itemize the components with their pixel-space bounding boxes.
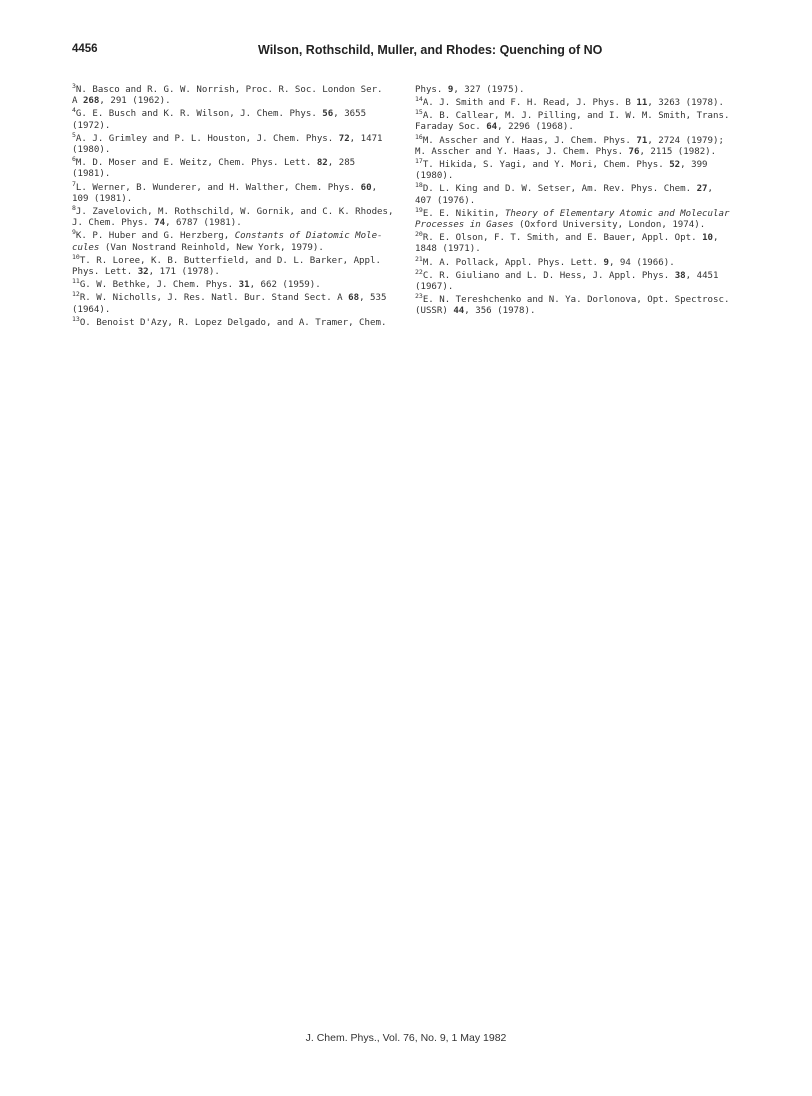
reference-entry	[72, 130, 407, 157]
reference-text: J. Zavelovich, M. Rothschild, W. Gornik, and C. K. Rhodes,	[75, 206, 394, 217]
reference-line	[72, 145, 407, 156]
reference-text: , 4451	[685, 270, 719, 281]
reference-line	[72, 314, 407, 329]
volume-number: 71	[636, 135, 648, 146]
volume-number: 72	[338, 133, 350, 144]
reference-line	[415, 267, 755, 282]
volume-number: 64	[486, 122, 498, 133]
reference-text: 109 (1981).	[72, 193, 133, 204]
reference-line	[72, 203, 407, 218]
reference-line	[72, 106, 407, 120]
reference-entry	[72, 277, 407, 291]
reference-line	[415, 281, 755, 293]
reference-text: (1980).	[72, 145, 111, 156]
reference-text: T. R. Loree, K. B. Butterfield, and D. L. Barker, Appl.	[79, 255, 381, 266]
reference-entry	[415, 205, 755, 232]
reference-text: G. E. Busch and K. R. Wilson, J. Chem. Phys.	[75, 109, 323, 120]
reference-text: (Van Nostrand Reinhold, New York, 1979).	[99, 242, 324, 253]
volume-number: 11	[636, 98, 648, 109]
reference-text: 1848 (1971).	[415, 244, 481, 255]
volume-number: 9	[447, 85, 454, 95]
reference-line	[415, 132, 755, 147]
reference-entry	[72, 106, 407, 132]
reference-line	[415, 205, 755, 220]
book-title: Constants of Diatomic Mole-	[234, 231, 383, 242]
reference-number: 8	[72, 203, 76, 212]
reference-line	[72, 228, 407, 242]
book-title: Processes in Gases	[415, 220, 514, 231]
reference-entry	[415, 132, 755, 159]
reference-entry	[415, 95, 755, 109]
reference-line	[72, 218, 407, 229]
reference-entry	[72, 252, 407, 279]
reference-text: N. Basco and R. G. W. Norrish, Proc. R. Soc. London Ser.	[75, 85, 383, 95]
reference-number: 18	[415, 181, 423, 190]
reference-number: 19	[415, 205, 423, 214]
reference-list-right-column	[415, 85, 755, 319]
reference-number: 16	[415, 132, 423, 141]
reference-text: , 535	[359, 293, 387, 304]
reference-line	[415, 195, 755, 207]
volume-number: 38	[674, 270, 686, 281]
reference-number: 9	[72, 228, 76, 237]
reference-text: , 327 (1975).	[453, 85, 525, 95]
reference-line	[72, 169, 407, 180]
reference-text: , 399	[680, 159, 708, 170]
reference-text: M. A. Pollack, Appl. Phys. Lett.	[422, 257, 604, 268]
reference-text: K. P. Huber and G. Herzberg,	[75, 231, 235, 242]
reference-text: A. J. Grimley and P. L. Houston, J. Chem. Phys.	[75, 133, 339, 144]
reference-text: , 662 (1959).	[249, 280, 321, 291]
reference-text: T. Hikida, S. Yagi, and Y. Mori, Chem. Phys.	[422, 159, 670, 170]
reference-text: (Oxford University, London, 1974).	[513, 220, 706, 231]
volume-number: 82	[316, 158, 328, 169]
volume-number: 52	[669, 159, 681, 170]
reference-entry	[72, 228, 407, 254]
reference-line	[72, 242, 407, 254]
reference-text: (1980).	[415, 171, 454, 182]
reference-line	[415, 146, 755, 158]
reference-entry	[72, 155, 407, 181]
reference-text: R. W. Nicholls, J. Res. Natl. Bur. Stand Sect. A	[79, 293, 349, 304]
reference-text: , 94 (1966).	[608, 257, 675, 268]
reference-line	[415, 85, 755, 96]
reference-line	[415, 171, 755, 182]
volume-number: 32	[137, 267, 149, 278]
reference-number: 12	[72, 290, 80, 299]
reference-entry	[415, 292, 755, 318]
reference-line	[72, 179, 407, 194]
reference-text: , 171 (1978).	[148, 267, 220, 278]
book-title: Theory of Elementary Atomic and Molecular	[504, 208, 730, 219]
reference-line	[72, 252, 407, 267]
reference-number: 6	[72, 155, 76, 164]
reference-text: A	[72, 96, 83, 107]
reference-number: 3	[72, 82, 76, 90]
reference-line	[415, 156, 755, 171]
reference-number: 5	[72, 130, 76, 139]
reference-text: , 2724 (1979);	[647, 135, 724, 146]
reference-number: 21	[415, 254, 423, 263]
reference-entry	[72, 314, 407, 329]
reference-text: , 3655	[333, 109, 367, 120]
reference-entry	[72, 179, 407, 206]
reference-text: J. Chem. Phys.	[72, 218, 155, 229]
reference-entry	[72, 82, 407, 108]
reference-number: 23	[415, 292, 423, 301]
reference-text: (1972).	[72, 120, 111, 131]
reference-line	[72, 290, 407, 304]
reference-text: D. L. King and D. W. Setser, Am. Rev. Phys. Chem.	[422, 184, 697, 195]
reference-text: ,	[371, 182, 378, 193]
reference-entry	[415, 85, 755, 96]
reference-text: , 356 (1978).	[464, 306, 536, 317]
reference-list-left-column	[72, 82, 407, 331]
reference-number: 10	[72, 252, 80, 261]
reference-line	[415, 254, 755, 269]
reference-line	[415, 122, 755, 133]
running-head: Wilson, Rothschild, Muller, and Rhodes: Quenching of NO	[258, 43, 603, 57]
reference-number: 7	[72, 179, 76, 188]
volume-number: 76	[628, 146, 640, 157]
reference-number: 13	[72, 314, 80, 323]
page-number: 4456	[72, 43, 98, 55]
volume-number: 56	[322, 109, 334, 120]
reference-line	[415, 181, 755, 195]
volume-number: 9	[603, 257, 609, 268]
reference-text: (1967).	[415, 281, 454, 292]
reference-text: M. D. Moser and E. Weitz, Chem. Phys. Lett.	[75, 158, 317, 169]
volume-number: 27	[696, 184, 708, 195]
reference-entry	[415, 230, 755, 256]
reference-text: ,	[713, 233, 719, 244]
reference-line	[415, 244, 755, 255]
reference-line	[72, 120, 407, 132]
reference-text: Faraday Soc.	[415, 122, 487, 133]
reference-entry	[72, 203, 407, 230]
reference-text: E. N. Tereshchenko and N. Ya. Dorlonova, Opt. Spectrosc.	[422, 295, 730, 306]
reference-text: (1964).	[72, 304, 111, 315]
volume-number: 60	[360, 182, 372, 193]
reference-number: 17	[415, 156, 423, 165]
reference-text: C. R. Giuliano and L. D. Hess, J. Appl. Phys.	[422, 270, 675, 281]
reference-text: (USSR)	[415, 306, 454, 317]
volume-number: 268	[82, 96, 100, 107]
reference-line	[72, 277, 407, 291]
reference-text: M. Asscher and Y. Haas, J. Chem. Phys.	[415, 146, 629, 157]
reference-line	[415, 220, 755, 231]
reference-text: (1981).	[72, 169, 111, 180]
reference-entry	[415, 267, 755, 294]
reference-text: A. J. Smith and F. H. Read, J. Phys. B	[422, 98, 637, 109]
volume-number: 74	[154, 218, 166, 229]
reference-line	[72, 267, 407, 278]
reference-line	[72, 304, 407, 316]
reference-number: 15	[415, 108, 423, 117]
reference-text: , 285	[327, 158, 356, 169]
reference-text: , 291 (1962).	[99, 96, 171, 107]
volume-number: 68	[348, 293, 360, 304]
reference-entry	[415, 181, 755, 207]
reference-line	[415, 230, 755, 244]
reference-entry	[415, 156, 755, 183]
reference-line	[415, 306, 755, 317]
volume-number: 31	[238, 280, 250, 291]
volume-number: 10	[702, 233, 714, 244]
reference-text: O. Benoist D'Azy, R. Lopez Delgado, and A. Tramer, Chem.	[79, 317, 387, 328]
volume-number: 44	[453, 306, 465, 317]
reference-text: , 6787 (1981).	[165, 218, 242, 229]
reference-text: G. W. Bethke, J. Chem. Phys.	[79, 280, 239, 291]
reference-text: Phys.	[415, 85, 448, 95]
reference-text: L. Werner, B. Wunderer, and H. Walther, Chem. Phys.	[75, 182, 361, 193]
reference-text: M. Asscher and Y. Haas, J. Chem. Phys.	[422, 135, 637, 146]
reference-text: ,	[707, 184, 714, 195]
reference-number: 20	[415, 230, 423, 239]
reference-entry	[72, 290, 407, 316]
journal-citation-footer: J. Chem. Phys., Vol. 76, No. 9, 1 May 1982	[305, 1032, 507, 1044]
reference-line	[72, 130, 407, 145]
reference-line	[415, 95, 755, 109]
reference-number: 4	[72, 106, 76, 115]
reference-text: R. E. Olson, F. T. Smith, and E. Bauer, Appl. Opt.	[422, 233, 703, 244]
reference-line	[415, 108, 755, 122]
reference-line	[72, 193, 407, 205]
reference-text: 407 (1976).	[415, 195, 476, 206]
reference-number: 11	[72, 277, 80, 286]
reference-text: Phys. Lett.	[72, 267, 138, 278]
reference-line	[72, 82, 407, 96]
reference-number: 14	[415, 95, 423, 104]
reference-line	[72, 155, 407, 169]
reference-line	[72, 96, 407, 107]
book-title: cules	[72, 242, 100, 253]
reference-text: , 3263 (1978).	[647, 98, 724, 109]
page-header	[72, 43, 772, 59]
reference-text: , 2296 (1968).	[497, 122, 574, 133]
reference-text: , 1471	[349, 133, 383, 144]
reference-number: 22	[415, 267, 423, 276]
reference-entry	[415, 254, 755, 269]
reference-entry	[415, 108, 755, 134]
reference-line	[415, 292, 755, 306]
reference-text: , 2115 (1982).	[639, 146, 717, 157]
reference-text: A. B. Callear, M. J. Pilling, and I. W. M. Smith, Trans.	[422, 111, 730, 122]
reference-text: E. E. Nikitin,	[422, 208, 505, 219]
